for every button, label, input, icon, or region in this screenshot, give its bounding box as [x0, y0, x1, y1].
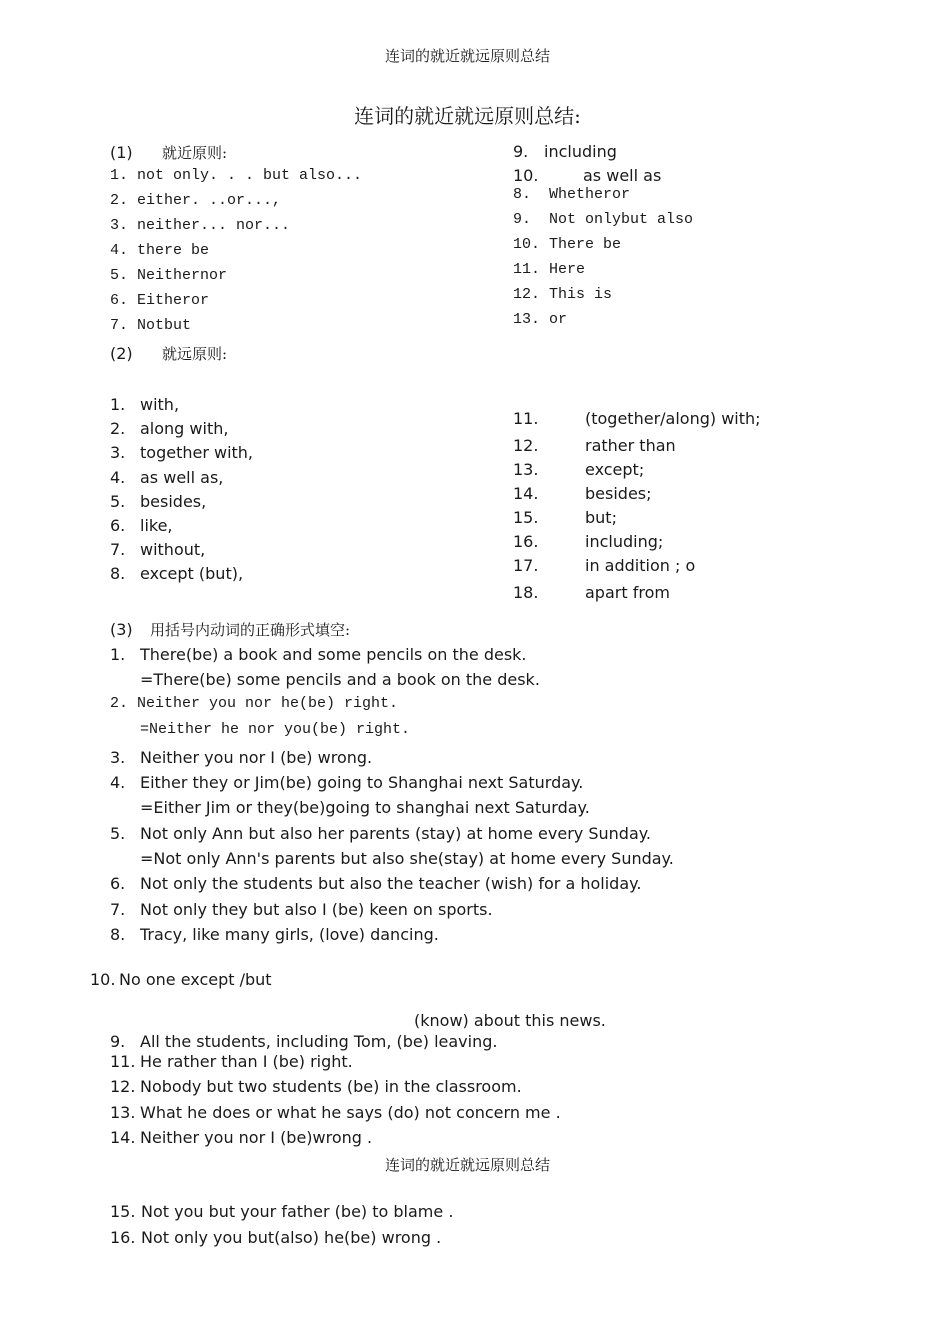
item-number: 6. — [110, 516, 126, 535]
page-title: 连词的就近就远原则总结: — [354, 104, 581, 128]
list-item — [110, 492, 206, 511]
item-number: 13. — [110, 1103, 136, 1122]
page-footer: 连词的就近就远原则总结 — [384, 1156, 550, 1174]
item-number: 7. — [110, 540, 126, 559]
list-item: 10. There be — [513, 236, 622, 253]
item-text: Neither you nor I (be)wrong . — [140, 1128, 373, 1147]
list-item — [513, 484, 652, 503]
exercise-item — [110, 1052, 353, 1071]
section-1-title: 就近原则: — [162, 144, 228, 162]
section-2-label: (2) — [110, 344, 133, 363]
exercise-item — [110, 773, 583, 792]
list-item: 9. Not onlybut also — [513, 211, 694, 228]
section-2-title: 就远原则: — [162, 345, 228, 363]
item-text: like, — [140, 516, 173, 535]
section-2-heading — [110, 343, 227, 364]
item-number: 5. — [110, 824, 126, 843]
list-item — [110, 395, 179, 414]
item-text: as well as, — [140, 468, 224, 487]
list-item — [110, 419, 228, 438]
page-header: 连词的就近就远原则总结 — [384, 47, 550, 65]
list-item: 12. This is — [513, 286, 613, 303]
list-item: 11. Here — [513, 261, 586, 278]
item-text: Not only you but(also) he(be) wrong . — [141, 1228, 442, 1247]
item-number: 9. — [513, 142, 529, 161]
list-item — [513, 409, 761, 428]
item-text: together with, — [140, 443, 254, 462]
exercise-item — [110, 748, 372, 767]
item-number: 4. — [110, 468, 126, 487]
list-item: 13. or — [513, 311, 568, 328]
item-number: 18. — [513, 583, 539, 602]
exercise-item — [110, 1103, 561, 1122]
item-text: No one except /but — [119, 970, 272, 989]
item-number: 16. — [513, 532, 539, 551]
item-text: rather than — [585, 436, 676, 455]
item-number: 3. — [110, 748, 126, 767]
exercise-item — [90, 970, 272, 989]
exercise-item: 2. Neither you nor he(be) right. — [110, 695, 399, 712]
exercise-item — [110, 645, 527, 664]
item-number: 5. — [110, 492, 126, 511]
item-text: including; — [585, 532, 664, 551]
list-item: 2. either. ..or..., — [110, 192, 282, 209]
list-item — [513, 556, 695, 575]
exercise-item — [110, 925, 439, 944]
item-text: Nobody but two students (be) in the classroom. — [140, 1077, 522, 1096]
item-text: What he does or what he says (do) not concern me . — [140, 1103, 561, 1122]
exercise-item — [110, 1032, 497, 1051]
item-number: 8. — [110, 925, 126, 944]
item-number: 14. — [110, 1128, 136, 1147]
item-number: 1. — [110, 395, 126, 414]
item-text: along with, — [140, 419, 229, 438]
exercise-item — [110, 900, 493, 919]
list-item — [110, 443, 253, 462]
section-3-label: (3) — [110, 620, 133, 639]
list-item — [110, 564, 243, 583]
list-item — [110, 516, 173, 535]
item-text: without, — [140, 540, 206, 559]
item-text: Either they or Jim(be) going to Shanghai next Saturday. — [140, 773, 584, 792]
list-item — [513, 532, 663, 551]
list-item — [110, 468, 223, 487]
item-text: All the students, including Tom, (be) leaving. — [140, 1032, 498, 1051]
item-text: apart from — [585, 583, 670, 602]
item-number: 1. — [110, 645, 126, 664]
item-text: as well as — [583, 166, 662, 185]
list-item — [513, 508, 617, 527]
item-text: There(be) a book and some pencils on the desk. — [140, 645, 527, 664]
exercise-alt: =Either Jim or they(be)going to shanghai next Saturday. — [140, 798, 590, 817]
list-item: 8. Whetheror — [513, 186, 631, 203]
list-item: 3. neither... nor... — [110, 217, 291, 234]
item-number: 8. — [110, 564, 126, 583]
item-number: 4. — [110, 773, 126, 792]
list-item: 5. Neithernor — [110, 267, 228, 284]
item-number: 11. — [110, 1052, 136, 1071]
item-text: in addition ; o — [585, 556, 696, 575]
list-item — [513, 142, 617, 161]
section-1-label: (1) — [110, 143, 133, 162]
item-text: except; — [585, 460, 645, 479]
item-text: with, — [140, 395, 180, 414]
item-text: including — [544, 142, 617, 161]
item-text: (together/along) with; — [585, 409, 761, 428]
item-number: 13. — [513, 460, 539, 479]
list-item — [513, 166, 661, 185]
item-number: 17. — [513, 556, 539, 575]
item-text: Tracy, like many girls, (love) dancing. — [140, 925, 439, 944]
section-3-title: 用括号内动词的正确形式填空: — [150, 621, 351, 639]
item-text: except (but), — [140, 564, 244, 583]
item-number: 16. — [110, 1228, 136, 1247]
item-number: 15. — [110, 1202, 136, 1221]
exercise-alt: =Neither he nor you(be) right. — [140, 721, 411, 738]
item-number: 9. — [110, 1032, 126, 1051]
item-text: but; — [585, 508, 617, 527]
item-number: 11. — [513, 409, 539, 428]
item-number: 6. — [110, 874, 126, 893]
item-number: 12. — [110, 1077, 136, 1096]
item-number: 14. — [513, 484, 539, 503]
list-item — [513, 583, 670, 602]
item-number: 7. — [110, 900, 126, 919]
item-text: Not you but your father (be) to blame . — [141, 1202, 454, 1221]
item-text: Not only Ann but also her parents (stay) at home every Sunday. — [140, 824, 652, 843]
exercise-item — [110, 1228, 441, 1247]
item-text: He rather than I (be) right. — [140, 1052, 353, 1071]
item-text: Neither you nor I (be) wrong. — [140, 748, 373, 767]
exercise-item — [110, 1202, 453, 1221]
item-text: besides; — [585, 484, 652, 503]
list-item — [513, 436, 676, 455]
item-text: Not only they but also I (be) keen on sports. — [140, 900, 493, 919]
item-number: 3. — [110, 443, 126, 462]
section-3-heading — [110, 619, 350, 640]
exercise-continuation: (know) about this news. — [414, 1011, 606, 1030]
section-1-heading — [110, 142, 227, 163]
item-text: Not only the students but also the teacher (wish) for a holiday. — [140, 874, 642, 893]
item-number: 2. — [110, 419, 126, 438]
exercise-item — [110, 874, 641, 893]
item-number: 10. — [90, 970, 116, 989]
exercise-alt: =There(be) some pencils and a book on the desk. — [140, 670, 540, 689]
list-item: 1. not only. . . but also... — [110, 167, 363, 184]
list-item: 6. Eitheror — [110, 292, 210, 309]
item-text: besides, — [140, 492, 207, 511]
exercise-item — [110, 1077, 522, 1096]
item-number: 10. — [513, 166, 539, 185]
exercise-item — [110, 1128, 372, 1147]
item-number: 15. — [513, 508, 539, 527]
exercise-alt: =Not only Ann's parents but also she(stay) at home every Sunday. — [140, 849, 674, 868]
list-item: 4. there be — [110, 242, 210, 259]
exercise-item — [110, 824, 651, 843]
list-item — [513, 460, 644, 479]
list-item — [110, 540, 205, 559]
list-item: 7. Notbut — [110, 317, 192, 334]
item-number: 12. — [513, 436, 539, 455]
